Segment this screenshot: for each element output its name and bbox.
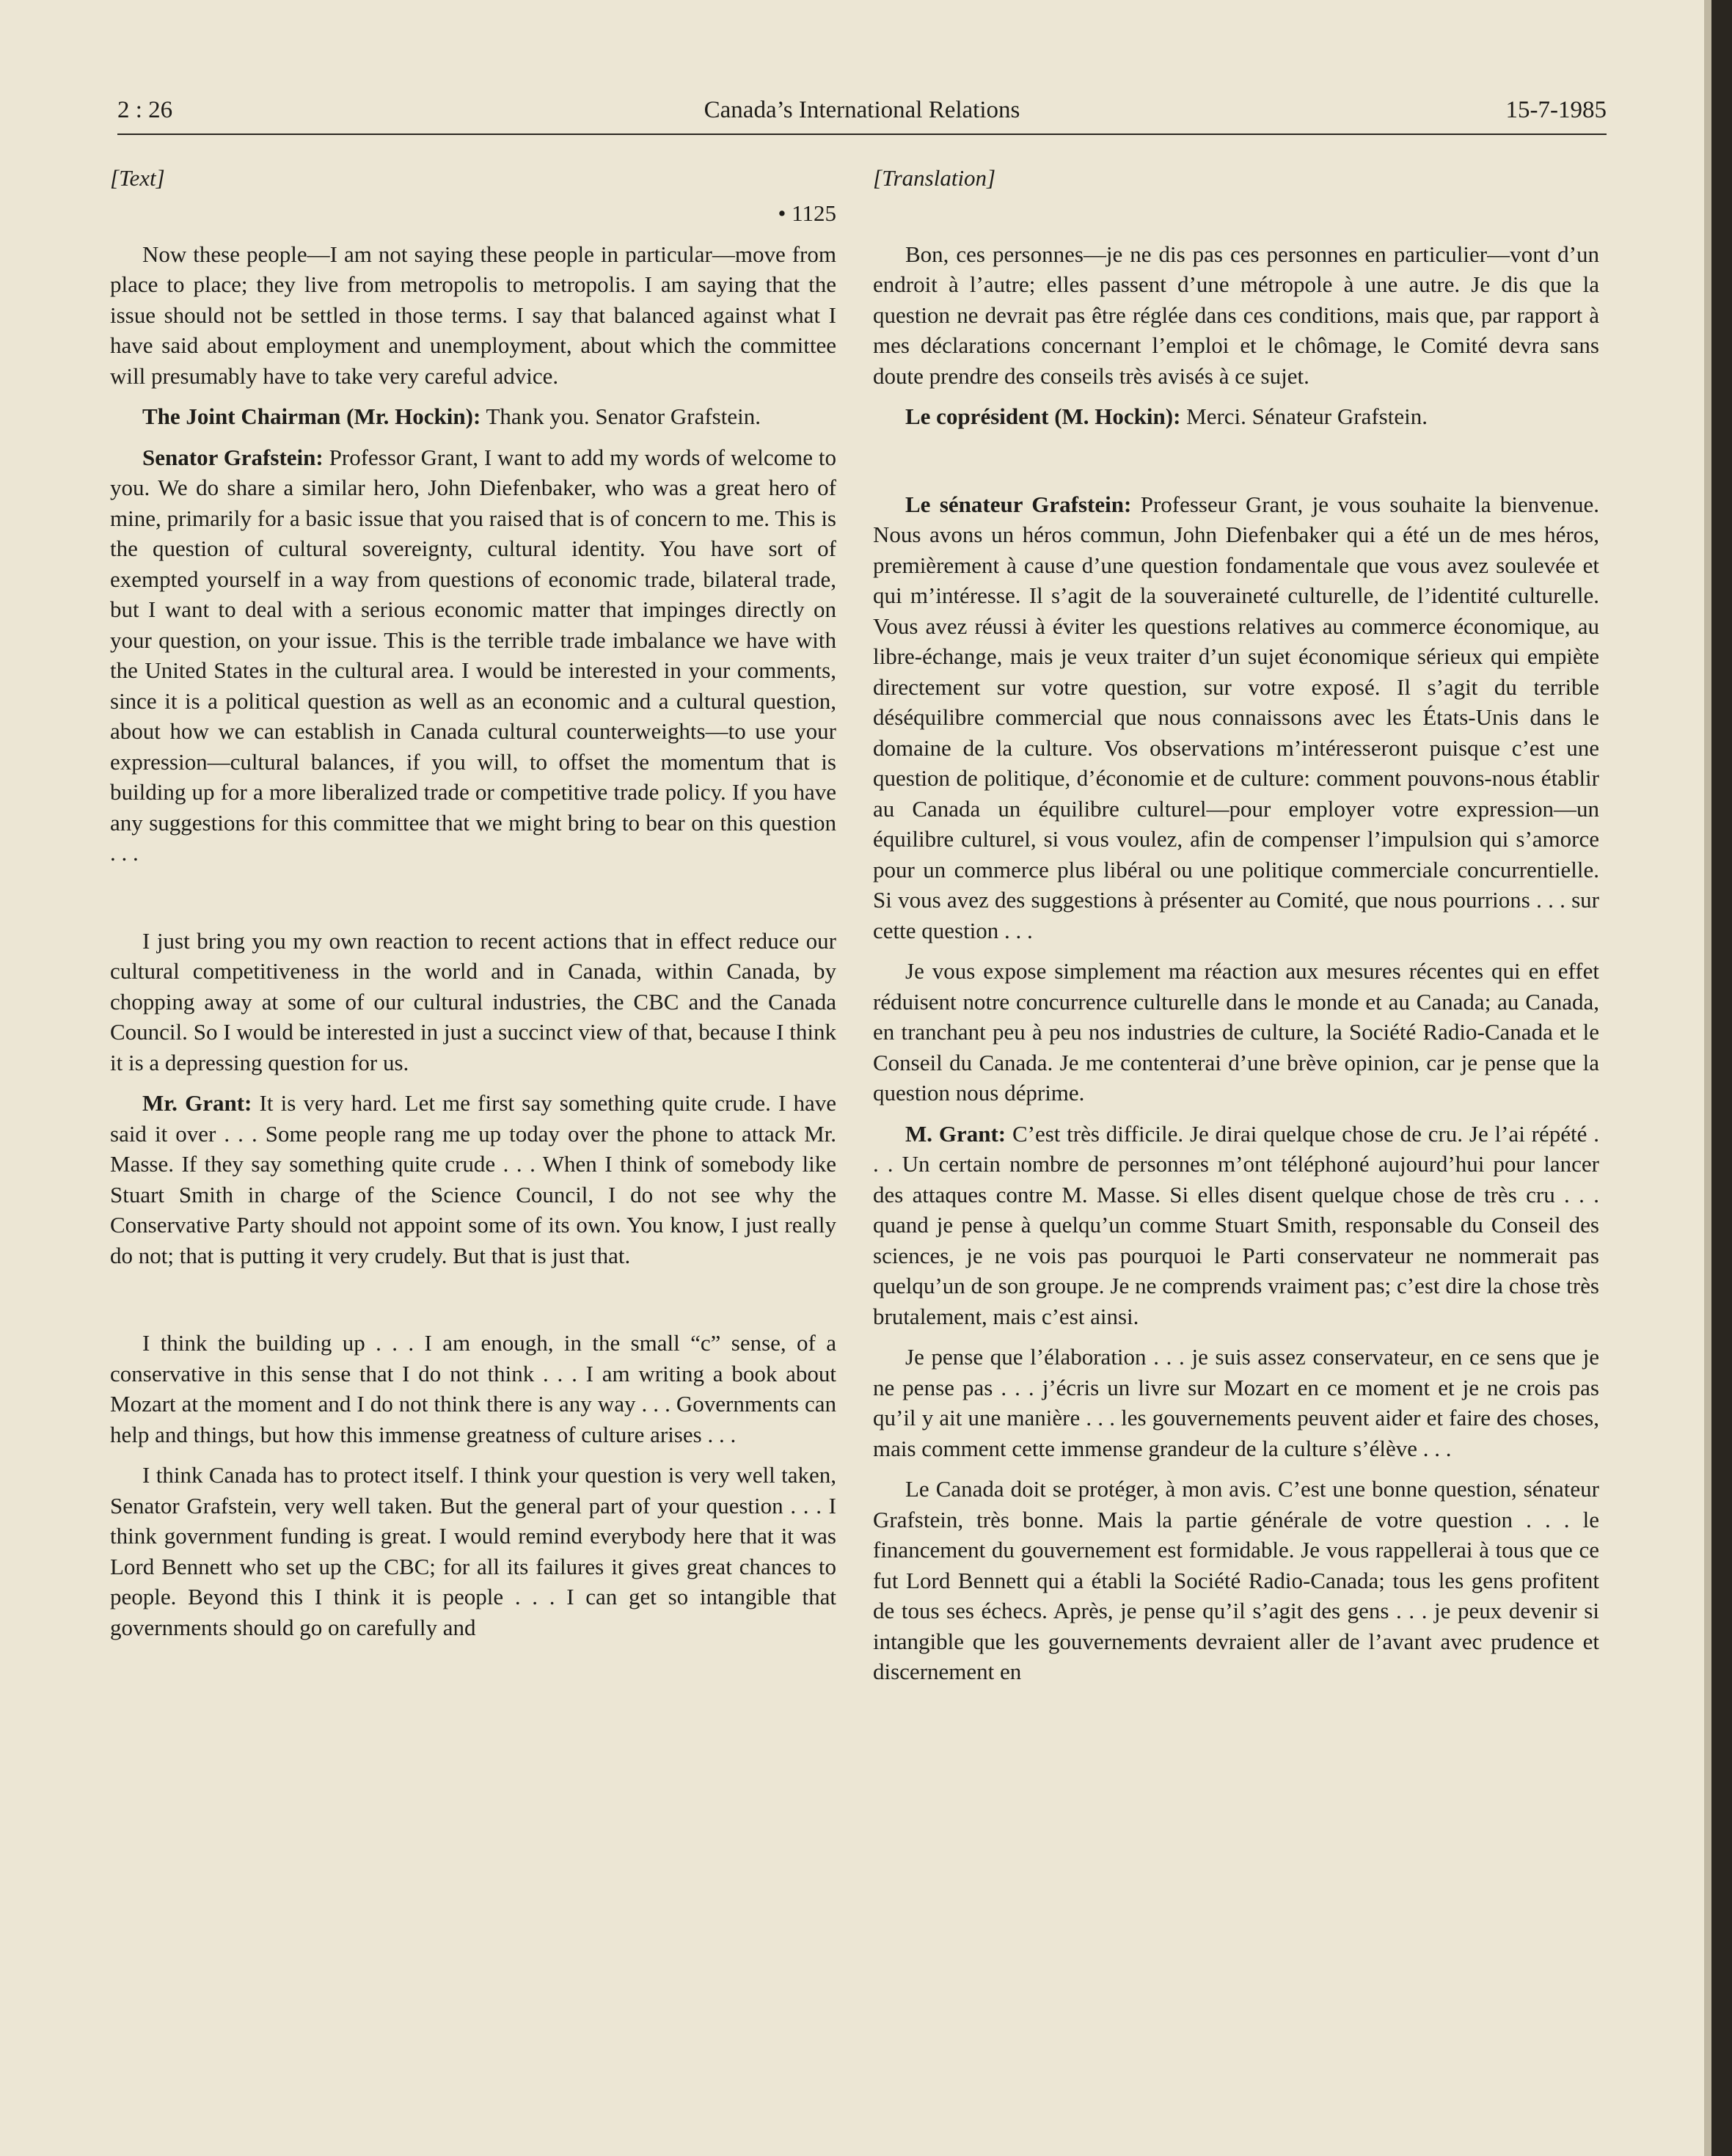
speaker-name: Mr. Grant:: [142, 1090, 252, 1116]
speaker-name: Senator Grafstein:: [142, 444, 324, 470]
publication-title: Canada’s International Relations: [704, 97, 1020, 123]
paragraph-5: [110, 1088, 836, 1271]
paragraph-2: [110, 401, 836, 432]
paragraph-1: Bon, ces personnes—je ne dis pas ces personnes en particulier—vont d’un endroit à l’autre; elles passent d’une métropole à une autre. Je dis que la question ne devrait pas être réglée dans ces conditions, mais que, par rapport à mes déclarations concernant l’emploi et le chômage, le Comité devra sans doute prendre des conseils très avisés à ce sujet.: [873, 241, 1599, 389]
speech-text: C’est très difficile. Je dirai quelque chose de cru. Je l’ai répété . . . Un certain nombre de personnes m’ont téléphoné aujourd’hui pour lancer des attaques contre M. Masse. Si elles disent quelque chose de très cru . . . quand je pense à quelqu’un comme Stuart Smith, responsable du Conseil des sciences, je ne vois pas pourquoi le Parti conservateur ne nommerait pas quelqu’un de son groupe. Je ne comprends vraiment pas; c’est dire la chose très brutalement, mais c’est ainsi.: [873, 1120, 1599, 1329]
speaker-name: The Joint Chairman (Mr. Hockin):: [142, 403, 481, 429]
paragraph-1: Now these people—I am not saying these people in particular—move from place to place; they live from metropolis to metropolis. I am saying that the issue should not be settled in those terms. I say that balanced against what I have said about employment and unemployment, about which the committee will presumably have to take very careful advice.: [110, 241, 836, 389]
paragraph-6: Je pense que l’élaboration . . . je suis assez conservateur, en ce sens que je ne pense pas . . . j’écris un livre sur Mozart en ce moment et je ne crois pas qu’il y ait une manière . . . les gouvernements peuvent aider et faire des choses, mais comment cette immense grandeur de la culture s’élève . . .: [873, 1344, 1599, 1461]
speech-text: Merci. Sénateur Grafstein.: [1180, 403, 1428, 429]
speech-text: Thank you. Senator Grafstein.: [480, 403, 761, 429]
paragraph-4: Je vous expose simplement ma réaction aux mesures récentes qui en effet réduisent notre concurrence culturelle dans le monde et au Canada; au Canada, en tranchant peu à peu nos industries de culture, la Société Radio-Canada et le Conseil du Canada. Je me contenterai d’une brève opinion, car je pense que la question nous déprime.: [873, 958, 1599, 1106]
paragraph-6: I think the building up . . . I am enough, in the small “c” sense, of a conservative in this sense that I do not think . . . I am writing a book about Mozart at the moment and I do not think there is any way . . . Governments can help and things, but how this immense greatness of culture arises . . .: [110, 1330, 836, 1447]
paragraph-5: [873, 1119, 1599, 1332]
speech-text: Professeur Grant, je vous souhaite la bienvenue. Nous avons un héros commun, John Diefenbaker qui a été un de mes héros, premièrement à cause d’une question fondamentale que vous avez soulevée et qui m’intéresse. Il s’agit de la souveraineté culturelle, de l’identité culturelle. Vous avez réussi à éviter les questions relatives au commerce économique, au libre-échange, mais je veux traiter d’un sujet économique sérieux qui empiète directement sur votre question, sur votre exposé. Il s’agit du terrible déséquilibre commercial que nous connaissons avec les États-Unis dans le domaine de la culture. Vos observations m’intéresseront puisque c’est une question de politique, d’économie et de culture: comment pouvons-nous établir au Canada un équilibre culturel—pour employer votre expression—un équilibre culturel, si vous voulez, afin de compenser l’impulsion qui s’amorce pour un commerce plus libéral ou une politique commerciale concurrentielle. Si vous avez des suggestions à présenter au Comité, que nous pourrions . . . sur cette question . . .: [873, 491, 1599, 943]
page-gutter-shadow: [1711, 0, 1732, 2156]
section-label-text: [Text]: [110, 165, 165, 191]
paragraph-3: [873, 489, 1599, 946]
speaker-name: Le coprésident (M. Hockin):: [905, 403, 1181, 429]
running-header: [117, 94, 1607, 135]
speech-text: Professor Grant, I want to add my words of welcome to you. We do share a similar hero, John Diefenbaker, who was a great hero of mine, primarily for a basic issue that you raised that is of concern to me. This is the question of cultural sovereignty, cultural identity. You have sort of exempted yourself in a way from questions of economic trade, bilateral trade, but I want to deal with a serious economic matter that impinges directly on your question, on your issue. This is the terrible trade imbalance we have with the United States in the cultural area. I would be interested in your comments, since it is a political question as well as an economic and a cultural question, about how we can establish in Canada cultural counterweights—to use your expression—cultural balances, if you will, to offset the momentum that is building up for a more liberalized trade or competitive trade policy. If you have any suggestions for this committee that we might bring to bear on this question . . .: [110, 444, 836, 866]
french-column: [873, 163, 1599, 1698]
section-label-translation: [Translation]: [873, 165, 996, 191]
paragraph-3: [110, 442, 836, 869]
paragraph-4: I just bring you my own reaction to recent actions that in effect reduce our cultural competitiveness in the world and in Canada, within Canada, by chopping away at some of our cultural industries, the CBC and the Canada Council. So I would be interested in just a succinct view of that, because I think it is a depressing question for us.: [110, 927, 836, 1075]
speaker-name: Le sénateur Grafstein:: [905, 491, 1132, 517]
paragraph-2: [873, 401, 1599, 432]
time-stamp: • 1125: [778, 200, 836, 226]
page-number: 2 : 26: [117, 97, 173, 123]
speech-text: It is very hard. Let me first say something quite crude. I have said it over . . . Some people rang me up today over the phone to attack Mr. Masse. If they say something quite crude . . . When I think of somebody like Stuart Smith in charge of the Science Council, I do not see why the Conservative Party should not appoint some of its own. You know, I just really do not; that is putting it very crudely. But that is just that.: [110, 1090, 836, 1268]
issue-date: 15-7-1985: [1505, 97, 1607, 123]
time-stamp-spacer: [873, 198, 1599, 229]
speaker-name: M. Grant:: [905, 1120, 1006, 1147]
english-column: [110, 163, 836, 1653]
paragraph-7: Le Canada doit se protéger, à mon avis. C’est une bonne question, sénateur Grafstein, très bonne. Mais la partie générale de votre question . . . le financement du gouvernement est formidable. Je vous rappellerai à tous que ce fut Lord Bennett qui a établi la Société Radio-Canada; tous les gens profitent de tous ses échecs. Après, je pense qu’il s’agit des gens . . . je peux devenir si intangible que les gouvernements devraient aller de l’avant avec prudence et discernement en: [873, 1476, 1599, 1684]
page-edge: [1704, 0, 1711, 2156]
paragraph-7: I think Canada has to protect itself. I think your question is very well taken, Senator Grafstein, very well taken. But the general part of your question . . . I think government funding is great. I would remind everybody here that it was Lord Bennett who set up the CBC; for all its failures it gives great chances to people. Beyond this I think it is people . . . I can get so intangible that governments should go on carefully and: [110, 1462, 836, 1640]
